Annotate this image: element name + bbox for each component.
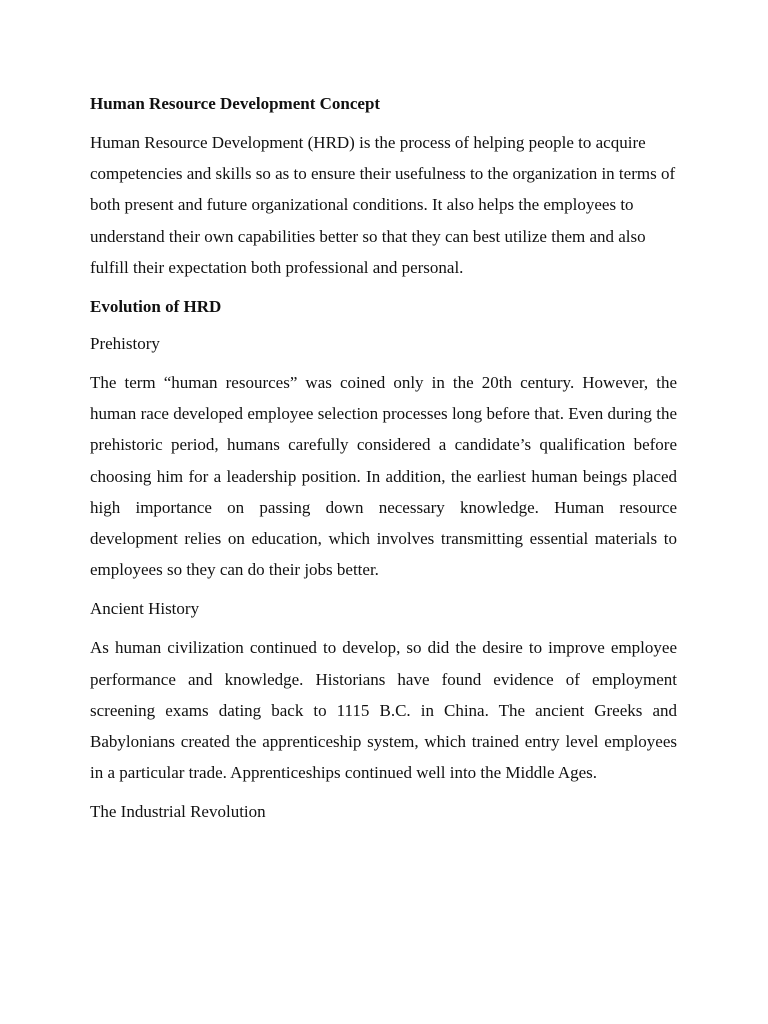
intro-paragraph: Human Resource Development (HRD) is the process of helping people to acquire competencies and skills so as to ensure their usefulness to the organization in terms of both present and future organizational conditions. It also helps the employees to understand their own capabilities better so that they can best utilize them and also fulfill their expectation both professional and personal. (90, 133, 676, 277)
section-heading-evolution: Evolution of HRD (90, 297, 222, 317)
document-page (90, 90, 677, 835)
subsection-heading-prehistory: Prehistory (90, 334, 160, 354)
prehistory-paragraph: The term “human resources” was coined only in the 20th century. However, the human race developed employee selection processes long before that. Even during the prehistoric period, humans carefully considered a candidate’s qualification before choosing him for a leadership position. In addition, the earliest human beings placed high importance on passing down necessary knowledge. Human resource development relies on education, which involves transmitting essential materials to employees so they can do their jobs better. (90, 373, 677, 580)
subsection-heading-ancient-history: Ancient History (90, 599, 200, 619)
ancient-history-paragraph: As human civilization continued to develop, so did the desire to improve employee performance and knowledge. Historians have found evidence of employment screening exams dating back to 1115 B.C. in China. The ancient Greeks and Babylonians created the apprenticeship system, which trained entry level employees in a particular trade. Apprenticeships continued well into the Middle Ages. (90, 638, 677, 783)
document-title: Human Resource Development Concept (90, 94, 381, 113)
subsection-heading-industrial-revolution: The Industrial Revolution (90, 802, 266, 822)
